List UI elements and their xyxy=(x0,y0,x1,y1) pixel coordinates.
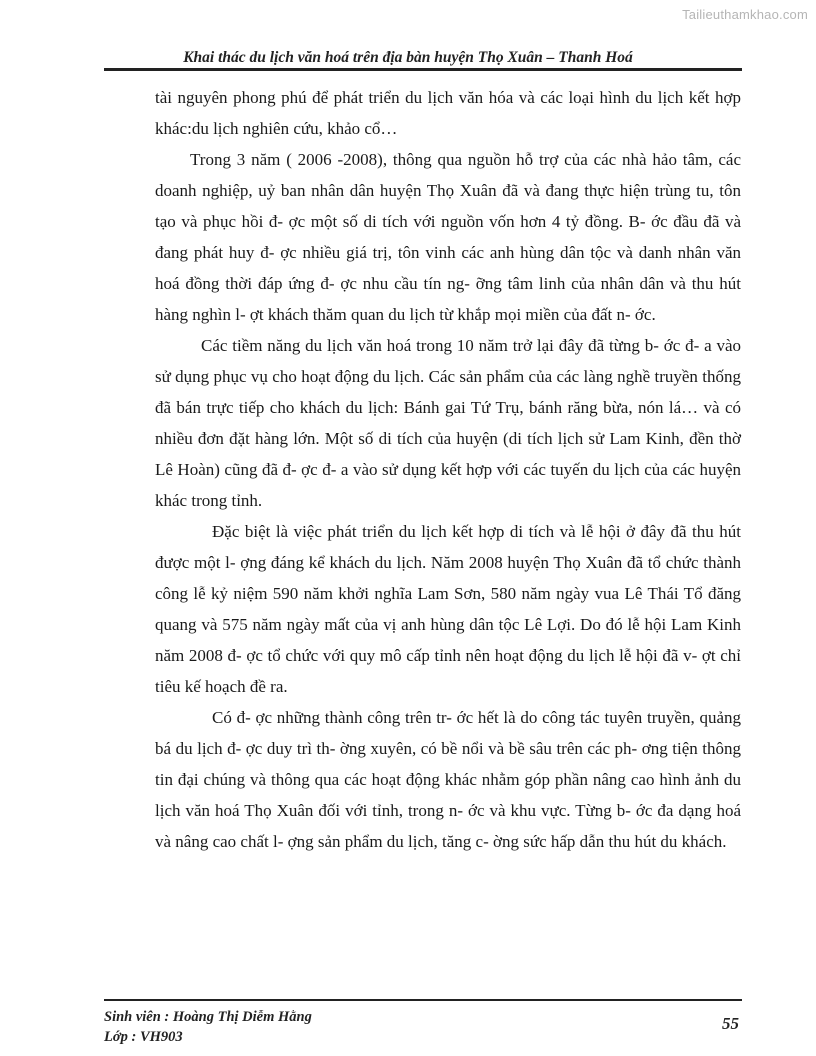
paragraph-1: tài nguyên phong phú để phát triển du lịch văn hóa và các loại hình du lịch kết hợp khác:du lịch nghiên cứu, khảo cổ… xyxy=(155,88,741,138)
footer-student: Sinh viên : Hoàng Thị Diễm Hằng xyxy=(104,1009,312,1025)
paragraph-5: Có đ- ợc những thành công trên tr- ớc hết là do công tác tuyên truyền, quảng bá du lịch đ- ợc duy trì th- ờng xuyên, có bề nổi và bề sâu trên các ph- ơng tiện thông tin đại chúng và thông qua các hoạt động khác nhằm góp phần nâng cao hình ảnh du lịch văn hoá Thọ Xuân đối với tỉnh, trong n- ớc và khu vực. Từng b- ớc đa dạng hoá và nâng cao chất l- ợng sản phẩm du lịch, tăng c- ờng sức hấp dẫn thu hút du khách. xyxy=(155,708,741,851)
paragraph-2: Trong 3 năm ( 2006 -2008), thông qua nguồn hỗ trợ của các nhà hảo tâm, các doanh nghiệp, uỷ ban nhân dân huyện Thọ Xuân đã và đang thực hiện trùng tu, tôn tạo và phục hồi đ- ợc một số di tích với nguồn vốn hơn 4 tỷ đồng. B- ớc đầu đã và đang phát huy đ- ợc nhiều giá trị, tôn vinh các anh hùng dân tộc và danh nhân văn hoá đồng thời đáp ứng đ- ợc nhu cầu tín ng- ỡng tâm linh của nhân dân và thu hút hàng nghìn l- ợt khách thăm quan du lịch từ khắp mọi miền của đất n- ớc. xyxy=(155,150,741,324)
page-number: 55 xyxy=(722,1014,739,1033)
header-divider xyxy=(104,68,742,71)
footer-class: Lớp : VH903 xyxy=(104,1029,183,1045)
watermark: Tailieuthamkhao.com xyxy=(682,7,808,22)
footer-divider xyxy=(104,999,742,1001)
paragraph-4: Đặc biệt là việc phát triển du lịch kết hợp di tích và lễ hội ở đây đã thu hút được một l- ợng đáng kể khách du lịch. Năm 2008 huyện Thọ Xuân đã tổ chức thành công lễ kỷ niệm 590 năm khởi nghĩa Lam Sơn, 580 năm ngày vua Lê Thái Tổ đăng quang và 575 năm ngày mất của vị anh hùng dân tộc Lê Lợi. Do đó lễ hội Lam Kinh năm 2008 đ- ợc tổ chức với quy mô cấp tỉnh nên hoạt động du lịch lễ hội đã v- ợt chỉ tiêu kế hoạch đề ra. xyxy=(155,522,741,696)
paragraph-3: Các tiềm năng du lịch văn hoá trong 10 năm trở lại đây đã từng b- ớc đ- a vào sử dụng phục vụ cho hoạt động du lịch. Các sản phẩm của các làng nghề truyền thống đã bán trực tiếp cho khách du lịch: Bánh gai Tứ Trụ, bánh răng bừa, nón lá… và có nhiều đơn đặt hàng lớn. Một số di tích của huyện (di tích lịch sử Lam Kinh, đền thờ Lê Hoàn) cũng đã đ- ợc đ- a vào sử dụng kết hợp với các tuyến du lịch của các huyện khác trong tỉnh. xyxy=(155,336,741,510)
footer-author-info xyxy=(104,1007,312,1047)
running-header: Khai thác du lịch văn hoá trên địa bàn huyện Thọ Xuân – Thanh Hoá xyxy=(183,49,633,66)
body-text xyxy=(155,82,741,857)
